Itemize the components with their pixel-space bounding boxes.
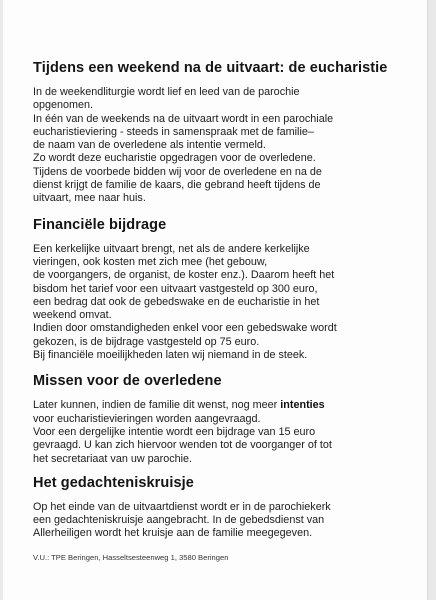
publisher-footer: V.U.: TPE Beringen, Hasseltsesteenweg 1, 3580 Beringen [33, 552, 229, 562]
text-line: de voorgangers, de organist, de koster enz.). Daarom heeft het [33, 269, 335, 282]
section-financiele-bijdrage [33, 217, 408, 363]
section-heading: Financiële bijdrage [33, 216, 167, 233]
text-line: een gedachteniskruisje aangebracht. In de gebedsdienst van [33, 514, 325, 527]
text-line: Een kerkelijke uitvaart brengt, net als de andere kerkelijke [33, 242, 310, 255]
section-missen [33, 373, 408, 465]
text-line [33, 399, 408, 412]
section-eucharistie [33, 60, 408, 206]
section-body [33, 243, 408, 363]
bold-word-intenties: intenties [280, 399, 325, 412]
section-heading: Tijdens een weekend na de uitvaart: de eucharistie [33, 60, 388, 76]
text-line: opgenomen. [33, 99, 94, 112]
text-line: voor eucharistievieringen worden aangevraagd. [33, 412, 261, 425]
section-gedachteniskruisje [33, 475, 408, 541]
text-line: Tijdens de voorbede bidden wij voor de overledene en na de [33, 165, 322, 178]
section-heading: Missen voor de overledene [33, 373, 222, 390]
text-line: een bedrag dat ook de gebedswake en de eucharistie in het [33, 295, 320, 308]
text-segment: Later kunnen, indien de familie dit wenst, nog meer [33, 399, 281, 412]
text-line: weekend omvat. [33, 309, 112, 322]
text-line: dienst krijgt de familie de kaars, die gebrand heeft tijdens de [33, 179, 321, 192]
text-line: gekozen, is de bijdrage vastgesteld op 75 euro. [33, 335, 260, 348]
text-line: gevraagd. U kan zich hiervoor wenden tot de voorganger of tot [33, 439, 332, 452]
text-line: Indien door omstandigheden enkel voor een gebedswake wordt [33, 322, 337, 335]
text-line: Voor een dergelijke intentie wordt een bijdrage van 15 euro [33, 425, 316, 438]
text-line: het secretariaat van uw parochie. [33, 452, 193, 465]
text-line: de naam van de overledene als intentie vermeld. [33, 139, 266, 152]
text-line: Zo wordt deze eucharistie opgedragen voor de overledene. [33, 152, 316, 165]
document-page [2, 0, 428, 600]
text-line: In de weekendliturgie wordt lief en leed van de parochie [33, 86, 300, 98]
section-body [33, 86, 408, 206]
text-line: Op het einde van de uitvaartdienst wordt er in de parochiekerk [33, 500, 331, 513]
text-line: Bij financiële moeilijkheden laten wij niemand in de steek. [33, 349, 308, 362]
section-body [33, 501, 408, 541]
text-line: vieringen, ook kosten met zich mee (het gebouw, [33, 255, 268, 268]
document-content [33, 60, 408, 563]
text-line: uitvaart, mee naar huis. [33, 192, 146, 205]
section-heading: Het gedachteniskruisje [33, 474, 194, 491]
text-line: Allerheiligen wordt het kruisje aan de familie meegegeven. [33, 527, 313, 540]
text-line: In één van de weekends na de uitvaart wordt in een parochiale [33, 112, 334, 125]
text-line: bisdom het tarief voor een uitvaart vastgesteld op 300 euro, [33, 282, 318, 295]
section-body [33, 399, 408, 465]
text-line: eucharistieviering - steeds in samenspraak met de familie– [33, 125, 314, 138]
